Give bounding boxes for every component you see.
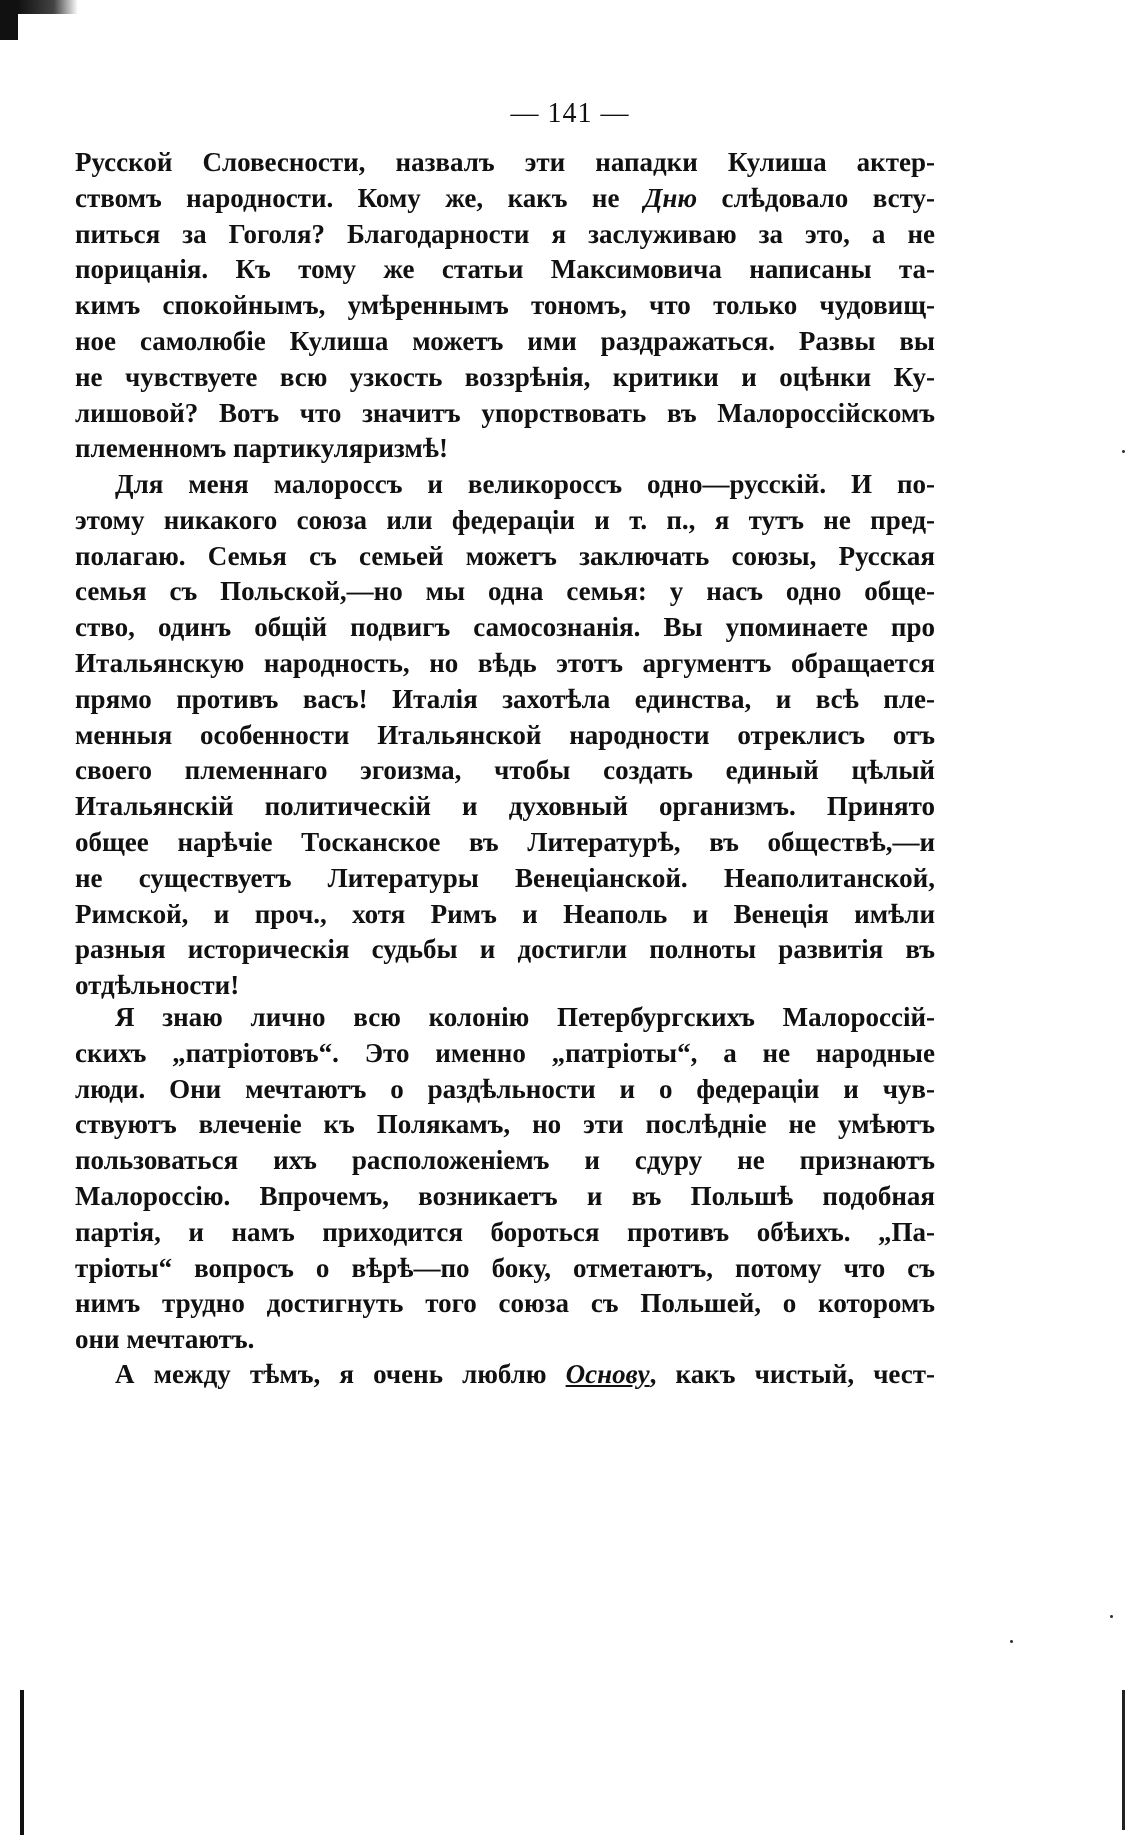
text-fragment: А между тѣмъ, я очень люблю bbox=[115, 1359, 566, 1389]
text-line: не существуетъ Литературы Венеціанской. Неаполитанской, bbox=[75, 862, 935, 893]
text-line: не чувствуете всю узкость воззрѣнія, критики и оцѣнки Ку- bbox=[75, 361, 935, 392]
text-fragment: , какъ чистый, чест- bbox=[649, 1359, 935, 1389]
text-line: семья съ Польской,—но мы одна семья: у насъ одно обще- bbox=[75, 576, 935, 607]
text-line: Итальянскую народность, но вѣдь этотъ аргументъ обращается bbox=[75, 647, 935, 678]
text-line bbox=[75, 181, 935, 217]
text-line: питься за Гоголя? Благодарности я заслуживаю за это, а не bbox=[75, 218, 935, 249]
italic-word: Дню bbox=[643, 182, 698, 213]
text-line: Для меня малороссъ и великороссъ одно—русскій. И по- bbox=[115, 469, 935, 499]
text-line: Русской Словесности, назвалъ эти нападки Кулиша актер- bbox=[75, 147, 935, 177]
text-line: партія, и намъ приходится бороться противъ обѣихъ. „Па- bbox=[75, 1216, 935, 1247]
text-line: люди. Они мечтаютъ о раздѣльности и о федераціи и чув- bbox=[75, 1073, 935, 1104]
paragraph bbox=[75, 145, 935, 467]
scan-edge-mark bbox=[18, 0, 78, 14]
text-line: этому никакого союза или федераціи и т. п., я тутъ не пред- bbox=[75, 504, 935, 535]
text-line: разныя историческія судьбы и достигли полноты развитія въ bbox=[75, 934, 935, 965]
text-line: прямо противъ васъ! Италія захотѣла единства, и всѣ пле- bbox=[75, 683, 935, 714]
scan-edge-mark bbox=[1122, 1690, 1125, 1830]
paragraph bbox=[75, 1000, 935, 1358]
paragraph bbox=[75, 467, 935, 1004]
paragraph bbox=[75, 1357, 935, 1393]
scan-speck bbox=[1110, 1615, 1113, 1618]
text-line: своего племеннаго эгоизма, чтобы создать единый цѣлый bbox=[75, 755, 935, 786]
text-line: Малороссію. Впрочемъ, возникаетъ и въ Польшѣ подобная bbox=[75, 1180, 935, 1211]
text-fragment: слѣдовало всту- bbox=[697, 182, 935, 213]
text-line: порицанія. Къ тому же статьи Максимовича написаны та- bbox=[75, 254, 935, 285]
text-line: пользоваться ихъ расположеніемъ и сдуру не признаютъ bbox=[75, 1145, 935, 1176]
text-line bbox=[75, 1357, 935, 1393]
text-line: общее нарѣчіе Тосканское въ Литературѣ, въ обществѣ,—и bbox=[75, 826, 935, 857]
text-line: Итальянскій политическій и духовный организмъ. Принято bbox=[75, 791, 935, 822]
text-line: Римской, и проч., хотя Римъ и Неаполь и Венеція имѣли bbox=[75, 898, 935, 929]
text-line: отдѣльности! bbox=[75, 970, 240, 1001]
italic-word: Основу bbox=[565, 1359, 650, 1389]
text-line: менныя особенности Итальянской народности отреклисъ отъ bbox=[75, 719, 935, 750]
text-fragment: ствомъ народности. Кому же, какъ не bbox=[75, 182, 644, 213]
scan-speck bbox=[1122, 450, 1125, 453]
text-line: скихъ „патріотовъ“. Это именно „патріоты“, а не народные bbox=[75, 1037, 935, 1068]
text-line: кимъ спокойнымъ, умѣреннымъ тономъ, что только чудовищ- bbox=[75, 290, 935, 321]
text-line: они мечтаютъ. bbox=[75, 1324, 255, 1355]
text-line: ство, одинъ общій подвигъ самосознанія. Вы упоминаете про bbox=[75, 612, 935, 643]
scan-speck bbox=[1010, 1640, 1013, 1643]
page-number: — 141 — bbox=[510, 98, 630, 129]
text-line: Я знаю лично всю колонію Петербургскихъ Малороссій- bbox=[115, 1002, 935, 1032]
text-line: лишовой? Вотъ что значитъ упорствовать въ Малороссійскомъ bbox=[75, 397, 935, 428]
scan-edge-mark bbox=[0, 0, 18, 40]
text-line: ствуютъ влеченіе къ Полякамъ, но эти послѣдніе не умѣютъ bbox=[75, 1109, 935, 1140]
text-line: тріоты“ вопросъ о вѣрѣ—по боку, отметаютъ, потому что съ bbox=[75, 1252, 935, 1283]
text-line: полагаю. Семья съ семьей можетъ заключать союзы, Русская bbox=[75, 540, 935, 571]
scan-edge-mark bbox=[20, 1690, 24, 1835]
text-line: ное самолюбіе Кулиша можетъ ими раздражаться. Развы вы bbox=[75, 325, 935, 356]
text-line: племенномъ партикуляризмѣ! bbox=[75, 433, 448, 464]
text-line: нимъ трудно достигнуть того союза съ Польшей, о которомъ bbox=[75, 1288, 935, 1319]
